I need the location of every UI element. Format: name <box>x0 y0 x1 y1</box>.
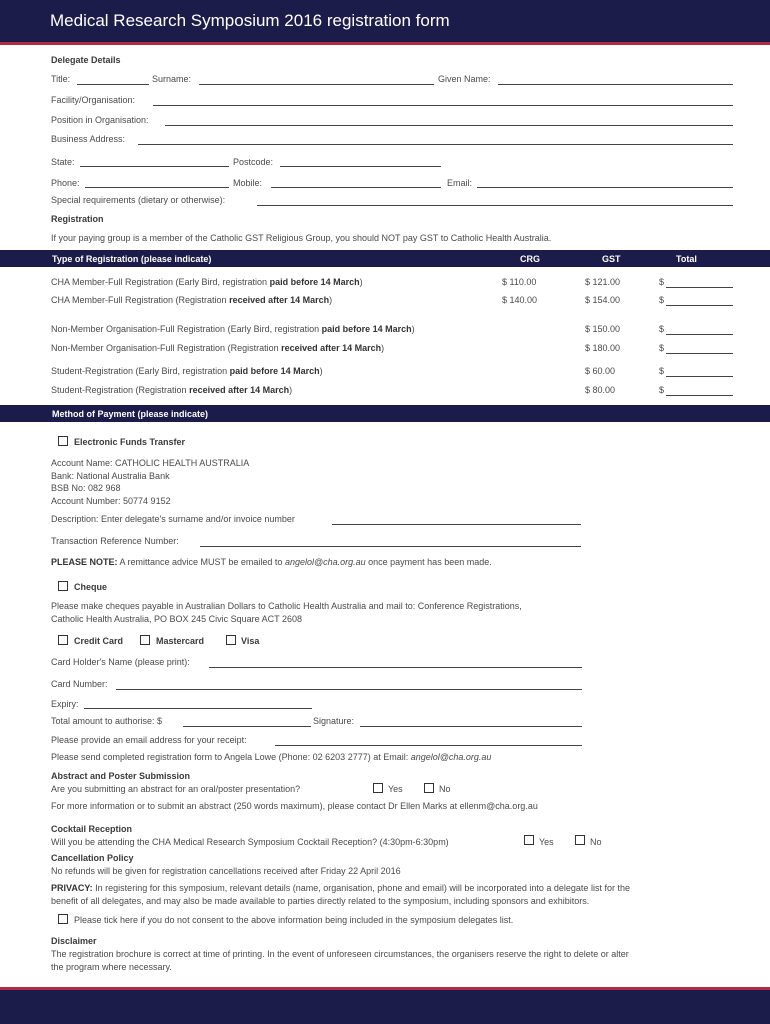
total-currency: $ <box>659 385 665 395</box>
abstract-yes-label: Yes <box>388 784 403 794</box>
mobile-field[interactable] <box>271 187 441 188</box>
eft-label: Electronic Funds Transfer <box>74 437 186 447</box>
expiry-label: Expiry: <box>51 699 79 709</box>
cocktail-no-checkbox[interactable] <box>575 835 585 845</box>
gst-price: $ 80.00 <box>585 385 616 395</box>
given-name-label: Given Name: <box>438 74 491 84</box>
cocktail-yes-checkbox[interactable] <box>524 835 534 845</box>
gst-price: $ 60.00 <box>585 366 616 376</box>
expiry-field[interactable] <box>84 708 312 709</box>
position-field[interactable] <box>165 125 733 126</box>
state-label: State: <box>51 157 75 167</box>
abstract-yes-checkbox[interactable] <box>373 783 383 793</box>
address-field[interactable] <box>138 144 733 145</box>
crg-price: $ 140.00 <box>502 295 538 305</box>
receipt-email-field[interactable] <box>275 745 582 746</box>
bank-name: Bank: National Australia Bank <box>51 471 170 481</box>
registration-row-label: Student-Registration (Early Bird, registration paid before 14 March) <box>51 366 323 376</box>
delegate-heading: Delegate Details <box>51 55 121 65</box>
privacy-line2: benefit of all delegates, and may also be made available to parties directly related to the symposium, including sponsors and exhibitors. <box>51 896 590 906</box>
cocktail-yes-label: Yes <box>539 837 554 847</box>
abstract-info: For more information or to submit an abstract (250 words maximum), please contact Dr Ellen Marks at ellenm@cha.org.au <box>51 801 538 811</box>
cocktail-no-label: No <box>590 837 602 847</box>
abstract-heading: Abstract and Poster Submission <box>51 771 191 781</box>
total-currency: $ <box>659 295 665 305</box>
gst-price: $ 180.00 <box>585 343 621 353</box>
abstract-question: Are you submitting an abstract for an oral/poster presentation? <box>51 784 301 794</box>
card-holder-label: Card Holder's Name (please print): <box>51 657 190 667</box>
surname-field[interactable] <box>199 84 434 85</box>
total-field[interactable] <box>666 395 733 396</box>
disclaimer-line1: The registration brochure is correct at time of printing. In the event of unforeseen circumstances, the organisers reserve the right to delete or alter <box>51 949 629 959</box>
bsb-number: BSB No: 082 968 <box>51 483 121 493</box>
credit-card-checkbox[interactable] <box>58 635 68 645</box>
privacy-consent-label: Please tick here if you do not consent to the above information being included in the symposium delegates list. <box>74 915 514 925</box>
col-type: Type of Registration (please indicate) <box>52 254 212 264</box>
registration-row-label: Non-Member Organisation-Full Registration (Registration received after 14 March) <box>51 343 385 353</box>
mobile-label: Mobile: <box>233 178 263 188</box>
total-field[interactable] <box>666 334 733 335</box>
gst-price: $ 121.00 <box>585 277 621 287</box>
total-field[interactable] <box>666 353 733 354</box>
account-name: Account Name: CATHOLIC HEALTH AUSTRALIA <box>51 458 250 468</box>
registration-row-label: CHA Member-Full Registration (Registration received after 14 March) <box>51 295 333 305</box>
address-label: Business Address: <box>51 134 126 144</box>
transaction-field[interactable] <box>200 546 581 547</box>
facility-field[interactable] <box>153 105 733 106</box>
title-field[interactable] <box>77 84 149 85</box>
visa-checkbox[interactable] <box>226 635 236 645</box>
description-label: Description: Enter delegate's surname and/or invoice number <box>51 514 295 524</box>
total-currency: $ <box>659 277 665 287</box>
cocktail-question: Will you be attending the CHA Medical Research Symposium Cocktail Reception? (4:30pm-6:30pm) <box>51 837 449 847</box>
col-crg: CRG <box>520 254 540 264</box>
facility-label: Facility/Organisation: <box>51 95 136 105</box>
total-field[interactable] <box>666 376 733 377</box>
send-form-note: Please send completed registration form to Angela Lowe (Phone: 02 6203 2777) at Email: angelol@cha.org.au <box>51 752 492 762</box>
total-field[interactable] <box>666 305 733 306</box>
card-number-label: Card Number: <box>51 679 108 689</box>
total-currency: $ <box>659 366 665 376</box>
cheque-instructions-line2: Catholic Health Australia, PO BOX 245 Civic Square ACT 2608 <box>51 614 302 624</box>
remittance-note: PLEASE NOTE: A remittance advice MUST be emailed to angelol@cha.org.au once payment has been made. <box>51 557 492 567</box>
description-field[interactable] <box>332 524 581 525</box>
privacy-line1: PRIVACY: In registering for this symposium, relevant details (name, organisation, phone and email) will be incorporated into a delegate list for the <box>51 883 630 893</box>
cheque-instructions-line1: Please make cheques payable in Australian Dollars to Catholic Health Australia and mail to: Conference Registrations, <box>51 601 522 611</box>
total-amount-label: Total amount to authorise: $ <box>51 716 163 726</box>
total-currency: $ <box>659 324 665 334</box>
registration-row-label: Non-Member Organisation-Full Registration (Early Bird, registration paid before 14 March) <box>51 324 415 334</box>
cocktail-heading: Cocktail Reception <box>51 824 133 834</box>
cheque-checkbox[interactable] <box>58 581 68 591</box>
total-amount-field[interactable] <box>183 726 311 727</box>
gst-price: $ 154.00 <box>585 295 621 305</box>
signature-label: Signature: <box>313 716 355 726</box>
state-field[interactable] <box>80 166 229 167</box>
phone-label: Phone: <box>51 178 80 188</box>
registration-heading: Registration <box>51 214 104 224</box>
disclaimer-heading: Disclaimer <box>51 936 97 946</box>
gst-note: If your paying group is a member of the Catholic GST Religious Group, you should NOT pay GST to Catholic Health Australia. <box>51 233 552 243</box>
col-total: Total <box>676 254 697 264</box>
postcode-label: Postcode: <box>233 157 274 167</box>
title-label: Title: <box>51 74 71 84</box>
col-gst: GST <box>602 254 621 264</box>
position-label: Position in Organisation: <box>51 115 149 125</box>
crg-price: $ 110.00 <box>502 277 537 287</box>
special-requirements-label: Special requirements (dietary or otherwise): <box>51 195 226 205</box>
mastercard-checkbox[interactable] <box>140 635 150 645</box>
cancellation-text: No refunds will be given for registration cancellations received after Friday 22 April 2016 <box>51 866 401 876</box>
special-requirements-field[interactable] <box>257 205 733 206</box>
transaction-label: Transaction Reference Number: <box>51 536 179 546</box>
eft-checkbox[interactable] <box>58 436 68 446</box>
payment-heading: Method of Payment (please indicate) <box>52 409 209 419</box>
total-currency: $ <box>659 343 665 353</box>
header-accent-stripe <box>0 42 770 45</box>
gst-price: $ 150.00 <box>585 324 621 334</box>
surname-label: Surname: <box>152 74 192 84</box>
total-field[interactable] <box>666 287 733 288</box>
privacy-consent-checkbox[interactable] <box>58 914 68 924</box>
footer-bar <box>0 990 770 1024</box>
registration-row-label: Student-Registration (Registration received after 14 March) <box>51 385 293 395</box>
receipt-email-label: Please provide an email address for your receipt: <box>51 735 247 745</box>
cheque-label: Cheque <box>74 582 108 592</box>
registration-table-header <box>0 250 770 267</box>
card-number-field[interactable] <box>116 689 582 690</box>
card-holder-field[interactable] <box>209 667 582 668</box>
page-title: Medical Research Symposium 2016 registration form <box>50 11 450 30</box>
credit-card-label: Credit Card <box>74 636 124 646</box>
email-field[interactable] <box>477 187 733 188</box>
payment-heading-bar <box>0 405 770 422</box>
phone-field[interactable] <box>85 187 229 188</box>
mastercard-label: Mastercard <box>156 636 205 646</box>
postcode-field[interactable] <box>280 166 441 167</box>
abstract-no-checkbox[interactable] <box>424 783 434 793</box>
abstract-no-label: No <box>439 784 451 794</box>
disclaimer-line2: the program where necessary. <box>51 962 172 972</box>
cancellation-heading: Cancellation Policy <box>51 853 134 863</box>
email-label: Email: <box>447 178 473 188</box>
registration-row-label: CHA Member-Full Registration (Early Bird, registration paid before 14 March) <box>51 277 363 287</box>
given-name-field[interactable] <box>498 84 733 85</box>
signature-field[interactable] <box>360 726 582 727</box>
account-number: Account Number: 50774 9152 <box>51 496 171 506</box>
visa-label: Visa <box>241 636 260 646</box>
